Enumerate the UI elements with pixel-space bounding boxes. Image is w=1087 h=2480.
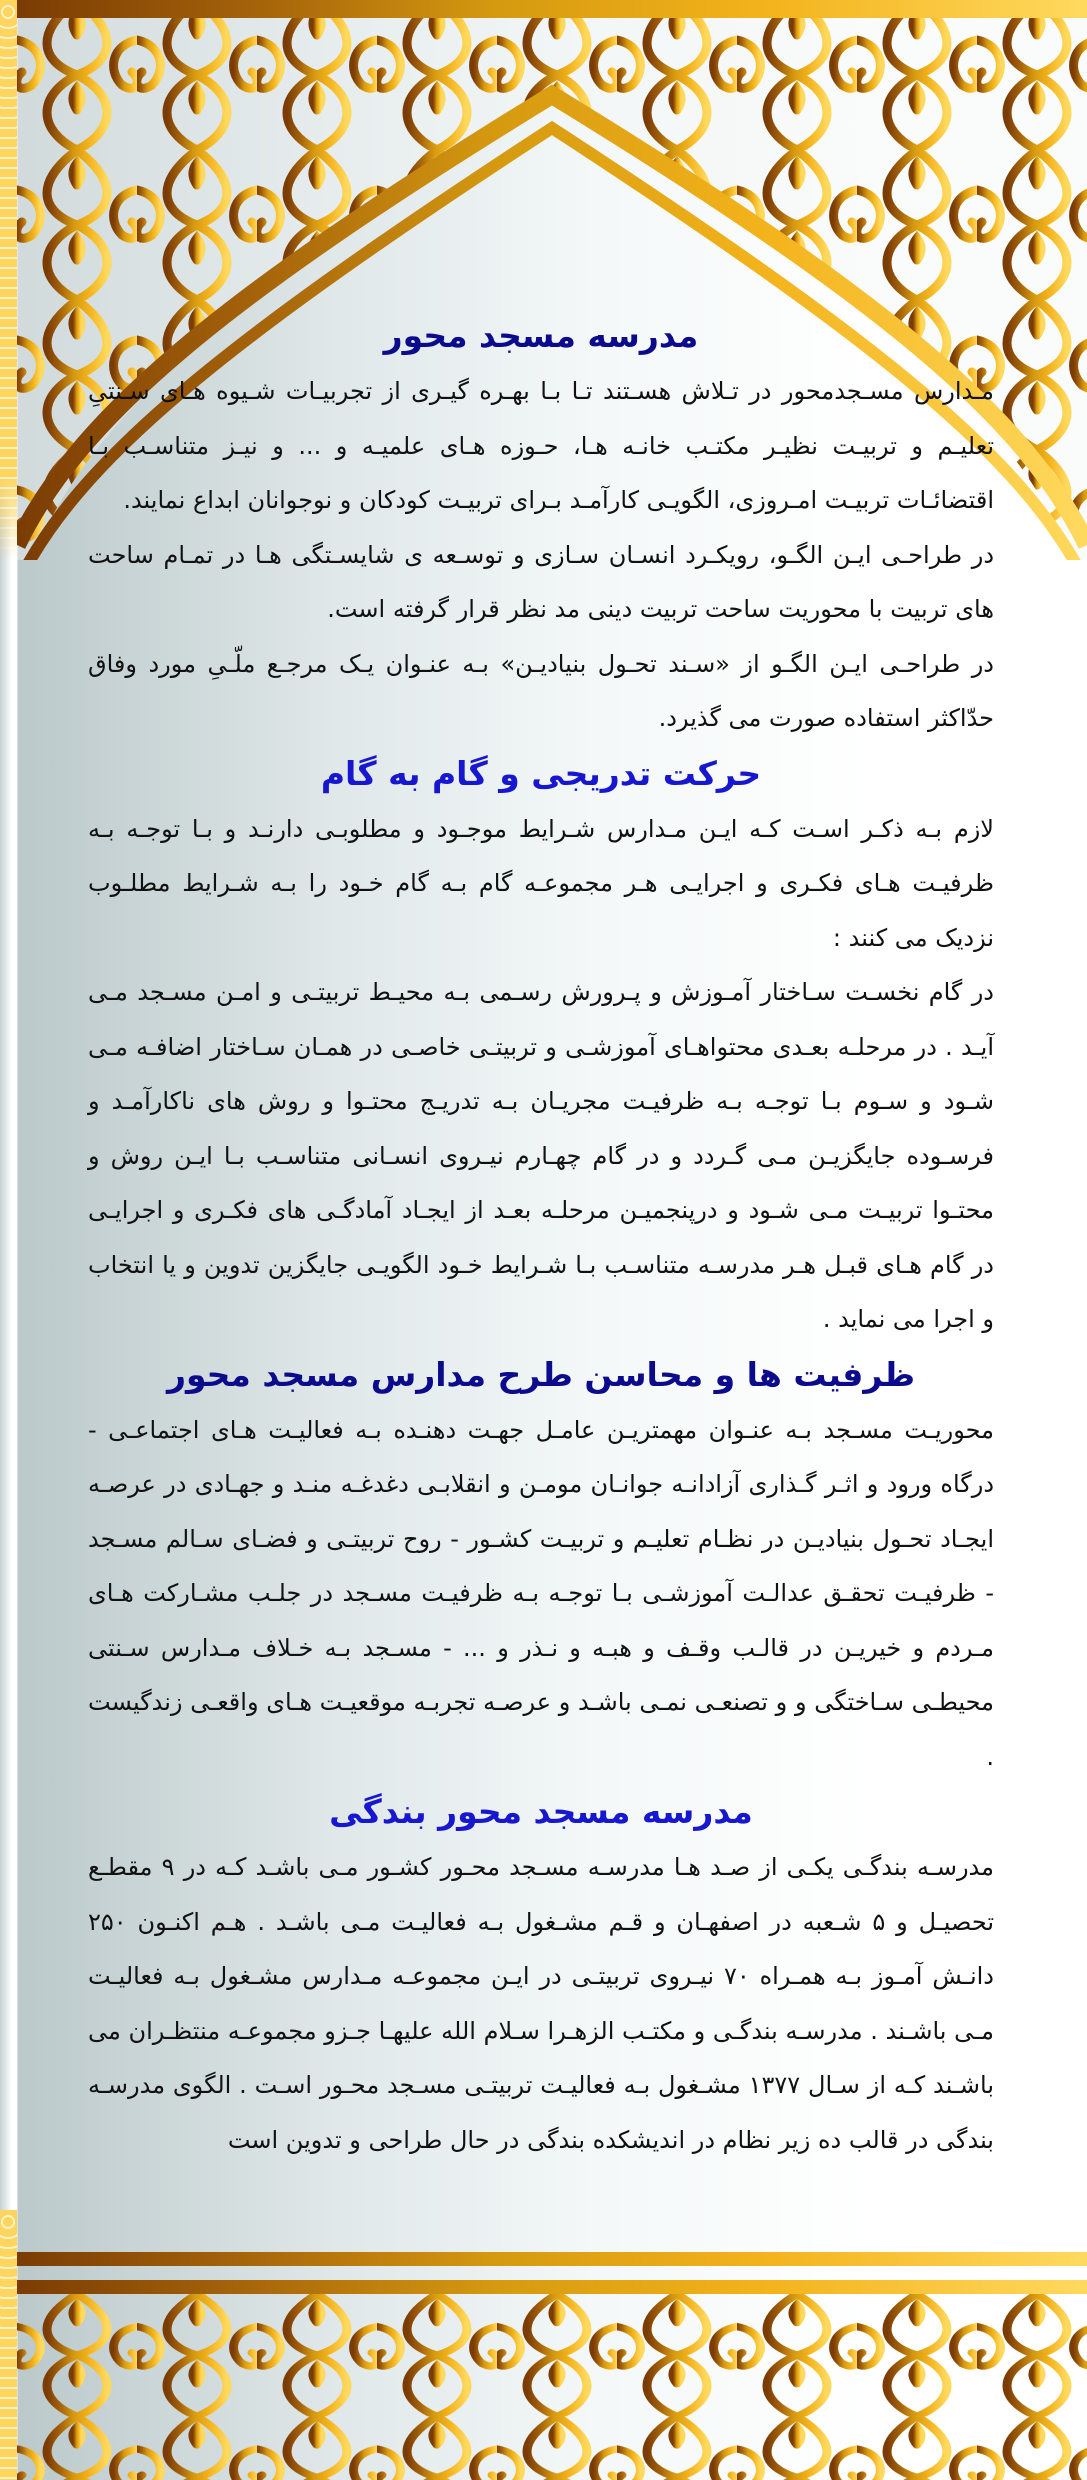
section-gradual-progress bbox=[88, 746, 994, 1347]
left-edge-strip bbox=[0, 0, 18, 2480]
left-edge-ornament-top bbox=[0, 0, 17, 560]
arabesque-border-ornament bbox=[17, 2294, 1087, 2480]
section-heading: ظرفیت ها و محاسن طرح مدارس مسجد محور bbox=[166, 1354, 916, 1394]
section-bandegi-school bbox=[88, 1784, 994, 2167]
paragraph: در طراحـی ایـن الگـو از «سـند تحـول بنیادیـن» بـه عنـوان یـک مرجـع ملّـیِ مورد وفاق حدّاکثر استفاده صورت می گذیرد. bbox=[88, 649, 994, 732]
section-masjid-school bbox=[88, 308, 994, 746]
paragraph: مـدارس مسـجدمحور در تـلاش هسـتند تـا بـا بهـره گیـری از تجربیـات شـیوه هـای سـنتیِ تعلیـم و تربیـت نظیـر مکتـب خانـه هـا، حـوزه هـای علمیـه و ... و نیـز متناسـب بـا اقتضائـات تربیـت امـروزی، الگویـی کارآمـد بـرای تربیـت کودکان و نوجوانان ابداع نمایند. bbox=[88, 377, 994, 514]
paragraph: لازم بـه ذکـر اسـت کـه ایـن مـدارس شـرایط موجـود و مطلوبـی دارنـد و بـا توجـه بـه ظرفیـت هـای فکـری و اجرایـی هـر مجموعـه گام بـه گام خـود را بـه شـرایط مطلـوب نزدیک می کنند : bbox=[88, 814, 994, 952]
paragraph: در طراحـی ایـن الگـو، رویکـرد انسـان سـازی و توسـعه ی شایسـتگی هـا در تمـام ساحت های تربیت با محوریت ساحت تربیت دینی مد نظر قرار گرفته است. bbox=[88, 540, 994, 623]
paragraph: در گام نخسـت سـاختار آمـوزش و پـرورش رسـمی بـه محیـط تربیتـی و امـن مسـجد مـی آیـد . در مرحلـه بعـدی محتواهـای آموزشـی و تربیتـی خاصـی در همـان سـاختار اضافـه مـی شـود و سـوم بـا توجـه بـه ظرفیـت مجریـان بـه تدریـج محتـوا و روش های ناکارآمـد و فرسـوده جایگزیـن مـی گـردد و در گام چهـارم نیـروی انسـانی متناسـب بـا ایـن روش و محتـوا تربیـت مـی شـود و درپنجمیـن مرحلـه بعـد از ایجـاد آمادگـی های فکـری و اجرایـی در گام هـای قبـل هـر مدرسـه متناسـب بـا شـرایط خـود الگویـی جایگزین تدوین و یا انتخاب و اجرا می نماید . bbox=[88, 978, 994, 1333]
paragraph: محوریـت مسـجد بـه عنـوان مهمتریـن عامـل جهـت دهنـده بـه فعالیـت هـای اجتماعـی - درگاه ورود و اثـر گـذاری آزادانـه جوانـان مومـن و انقلابـی دغدغـه منـد و جهـادی در عرصـه ایجـاد تحـول بنیادیـن در نظـام تعلیـم و تربیـت کشـور - روح تربیتـی و فضـای سـالم مسـجد - ظرفیـت تحقـق عدالـت آموزشـی بـا توجـه بـه ظرفیـت مسـجد در جلـب مشـارکت هـای مـردم و خیریـن در قالـب وقـف و هبـه و نـذر و ... - مسـجد بـه خـلاف مـدارس سـنتی محیطـی سـاختگی و و تصنعـی نمـی باشـد و عرصـه تجربـه موقعیـت هـای واقعـی زندگیست . bbox=[88, 1415, 994, 1771]
paragraph: مدرسـه بندگـی یکـی از صـد هـا مدرسـه مسـجد محـور کشـور مـی باشـد کـه در ۹ مقطـع تحصیـل و ۵ شـعبه در اصفهـان و قـم مشـغول بـه فعالیـت مـی باشـد . هـم اکنـون ۲۵۰ دانـش آمـوز بـه همـراه ۷۰ نیـروی تربیتـی در ایـن مجموعـه مـدارس مشـغول بـه فعالیـت مـی باشـند . مدرسـه بندگـی و مکتـب الزهـرا سـلام الله علیهـا جـزو مجموعـه منتظـران می باشـند کـه از سـال ۱۳۷۷ مشـغول بـه فعالیـت تربیتـی مسـجد محـور اسـت . الگوی مدرسـه بندگی در قالب ده زیر نظام در اندیشکده بندگی در حال طراحی و تدوین است bbox=[88, 1853, 994, 2154]
section-heading: مدرسه مسجد محور bbox=[383, 316, 699, 355]
gold-band-thick bbox=[17, 2280, 1087, 2294]
left-edge-ornament-bottom bbox=[0, 2210, 17, 2480]
section-heading: مدرسه مسجد محور بندگی bbox=[329, 1792, 753, 1831]
section-capacities-benefits bbox=[88, 1347, 994, 1785]
gold-band-thin bbox=[17, 2252, 1087, 2266]
document-body bbox=[88, 300, 994, 2167]
section-heading: حرکت تدریجی و گام به گام bbox=[320, 753, 762, 793]
